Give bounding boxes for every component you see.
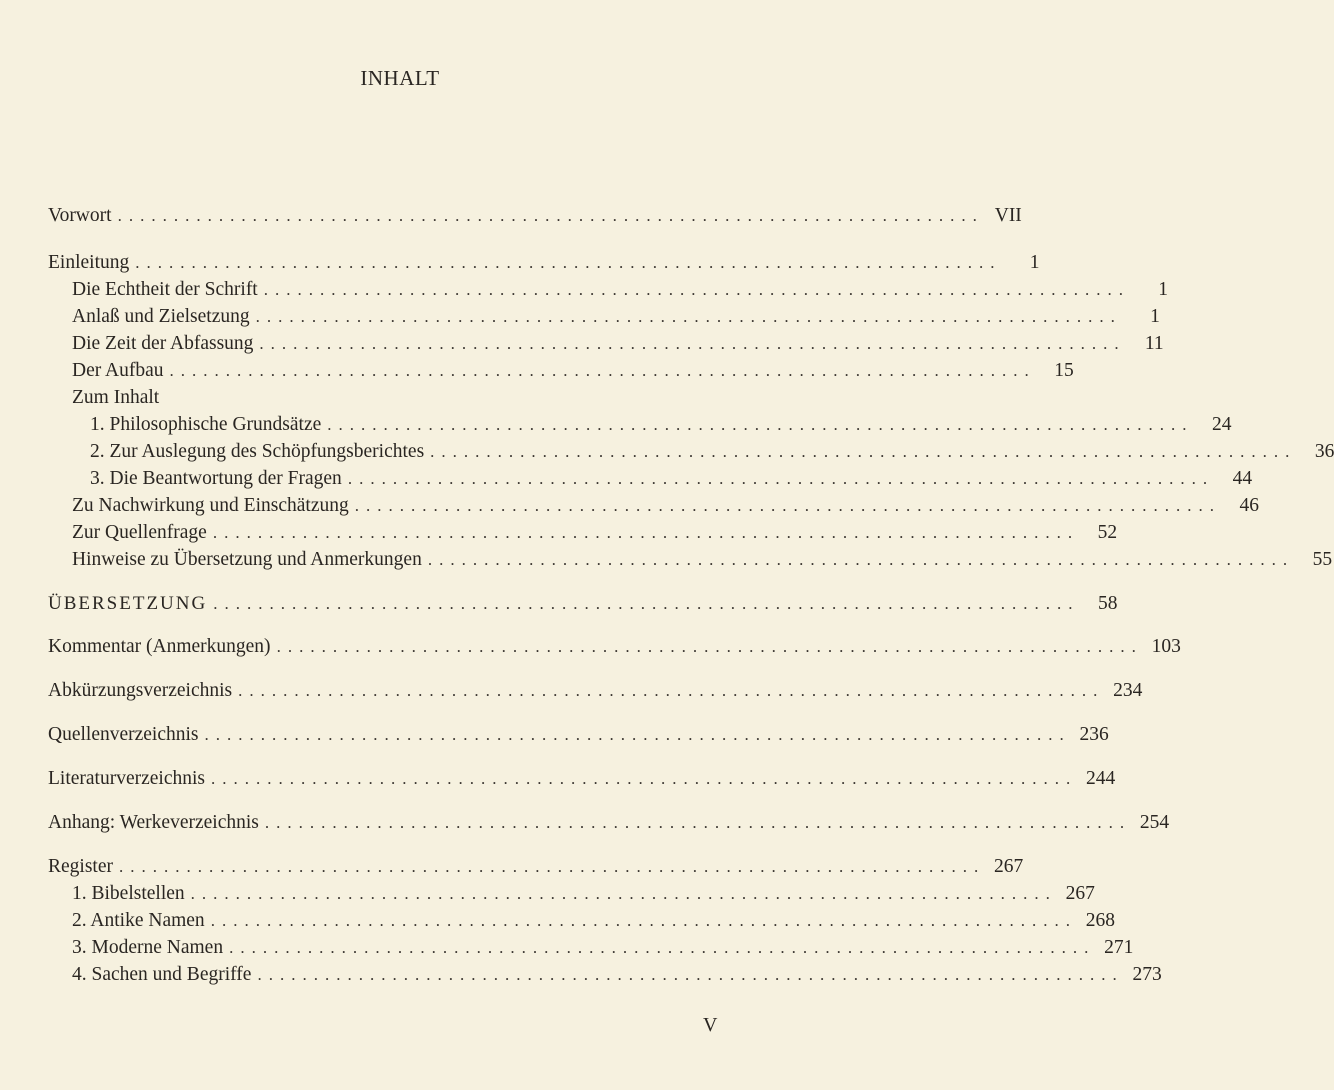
toc-entry-page: 273 — [1132, 964, 1162, 985]
toc-entry-page: 55 — [1312, 549, 1333, 570]
toc-entry-title: Die Zeit der Abfassung — [72, 333, 254, 354]
toc-entry-title: Quellenverzeichnis — [48, 724, 199, 745]
page-title: INHALT — [360, 66, 440, 90]
toc-entry-page: 268 — [1085, 910, 1115, 931]
toc-entry-quellenverzeichnis[interactable] — [48, 722, 1109, 748]
toc-entry[interactable] — [48, 412, 1232, 438]
toc-entry-abkuerzungsverzeichnis[interactable] — [48, 678, 1143, 704]
toc-entry-literaturverzeichnis[interactable] — [48, 766, 1116, 792]
toc-entry-page: VII — [994, 205, 1022, 226]
toc-entry-page: 236 — [1079, 724, 1109, 745]
toc-entry[interactable] — [48, 331, 1164, 357]
toc-entry-title: Zum Inhalt — [72, 387, 160, 408]
toc-entry-vorwort[interactable] — [48, 203, 1022, 229]
toc-entry-page: 11 — [1144, 333, 1164, 354]
toc-entry-register[interactable] — [48, 854, 1024, 880]
toc-entry-title: Literaturverzeichnis — [48, 768, 205, 789]
toc-entry[interactable] — [48, 520, 1118, 546]
toc-entry-page: 267 — [993, 856, 1024, 877]
leader-dots: ............................................................................. — [255, 307, 1122, 326]
toc-entry-einleitung[interactable] — [48, 250, 1040, 276]
toc-entry[interactable] — [48, 466, 1253, 492]
toc-entry-title: 3. Moderne Namen — [72, 937, 224, 958]
toc-entry-title: 1. Philosophische Grundsätze — [90, 414, 322, 435]
toc-entry-page: 271 — [1104, 937, 1134, 958]
toc-entry-title: Hinweise zu Übersetzung und Anmerkungen — [72, 549, 422, 570]
toc-entry-page: 15 — [1054, 360, 1074, 381]
toc-entry[interactable] — [48, 493, 1259, 519]
toc-entry[interactable] — [48, 547, 1333, 573]
leader-dots: ............................................................................. — [211, 769, 1078, 788]
toc-entry-page: 58 — [1097, 593, 1118, 614]
leader-dots: ............................................................................. — [264, 813, 1132, 832]
toc-entry[interactable] — [48, 304, 1160, 330]
toc-entry-title: Anlaß und Zielsetzung — [72, 306, 250, 327]
leader-dots: ............................................................................. — [190, 884, 1057, 903]
toc-entry-title: Die Echtheit der Schrift — [72, 279, 258, 300]
leader-dots: ............................................................................. — [238, 681, 1105, 700]
toc-entry[interactable] — [48, 439, 1334, 465]
toc-entry-page: 1 — [1150, 306, 1160, 327]
toc-entry-page: 1 — [1029, 252, 1040, 273]
leader-dots: ............................................................................. — [212, 523, 1080, 542]
leader-dots: ............................................................................. — [427, 550, 1295, 569]
toc-entry-title: Kommentar (Anmerkungen) — [48, 636, 271, 657]
leader-dots: ............................................................................. — [210, 911, 1077, 930]
leader-dots: ............................................................................. — [213, 594, 1080, 613]
toc-entry[interactable] — [48, 881, 1095, 907]
leader-dots: ............................................................................. — [118, 857, 986, 876]
toc-entry-anhang[interactable] — [48, 810, 1170, 836]
toc-entry-title: 1. Bibelstellen — [72, 883, 185, 904]
toc-entry-page: 52 — [1097, 522, 1118, 543]
toc-entry-title: 4. Sachen und Begriffe — [72, 964, 252, 985]
toc-entry-title: Register — [48, 856, 113, 877]
toc-entry-title: Zu Nachwirkung und Einschätzung — [72, 495, 349, 516]
leader-dots: ............................................................................. — [354, 496, 1221, 515]
toc-entry[interactable] — [48, 908, 1115, 934]
toc-entry-page: 254 — [1139, 812, 1170, 833]
leader-dots: ............................................................................. — [204, 725, 1071, 744]
toc-entry-title: 2. Antike Namen — [72, 910, 205, 931]
toc-entry[interactable] — [48, 962, 1162, 988]
toc-entry-page: 1 — [1158, 279, 1168, 300]
toc-entry-title: Anhang: Werkeverzeichnis — [48, 812, 259, 833]
toc-entry-title: Einleitung — [48, 252, 130, 273]
toc-entry-page: 267 — [1065, 883, 1095, 904]
toc-entry-page: 103 — [1151, 636, 1181, 657]
leader-dots: ............................................................................. — [430, 442, 1297, 461]
leader-dots: ............................................................................. — [259, 334, 1126, 353]
leader-dots: ............................................................................. — [117, 206, 984, 225]
toc-entry-title: Vorwort — [48, 205, 112, 226]
toc-entry-title: Abkürzungsverzeichnis — [48, 680, 233, 701]
toc-entry-page: 36 — [1314, 441, 1334, 462]
page-number: V — [703, 1014, 718, 1036]
toc-entry-page: 46 — [1239, 495, 1259, 516]
toc-entry-title: ÜBERSETZUNG — [48, 593, 208, 614]
toc-entry-zum-inhalt[interactable] — [48, 385, 723, 411]
toc-entry-title: 2. Zur Auslegung des Schöpfungsberichtes — [90, 441, 425, 462]
leader-dots: ............................................................................. — [263, 280, 1130, 299]
leader-dots: ............................................................................. — [327, 415, 1194, 434]
toc-entry-page: 44 — [1232, 468, 1253, 489]
leader-dots: ............................................................................. — [257, 965, 1124, 984]
toc-entry-kommentar[interactable] — [48, 634, 1181, 660]
toc-entry-title: 3. Die Beantwortung der Fragen — [90, 468, 342, 489]
toc-entry-uebersetzung[interactable] — [48, 591, 1118, 617]
toc-entry[interactable] — [48, 277, 1168, 303]
leader-dots: ............................................................................. — [347, 469, 1215, 488]
leader-dots: ............................................................................. — [135, 253, 1002, 272]
toc-entry-page: 244 — [1086, 768, 1116, 789]
leader-dots: ............................................................................. — [229, 938, 1096, 957]
leader-dots: ............................................................................. — [169, 361, 1036, 380]
toc-entry-page: 24 — [1212, 414, 1232, 435]
leader-dots: ............................................................................. — [276, 637, 1143, 656]
toc-entry[interactable] — [48, 358, 1074, 384]
toc-entry-page: 234 — [1113, 680, 1143, 701]
toc-entry-title: Der Aufbau — [72, 360, 164, 381]
toc-entry-title: Zur Quellenfrage — [72, 522, 207, 543]
toc-entry[interactable] — [48, 935, 1134, 961]
